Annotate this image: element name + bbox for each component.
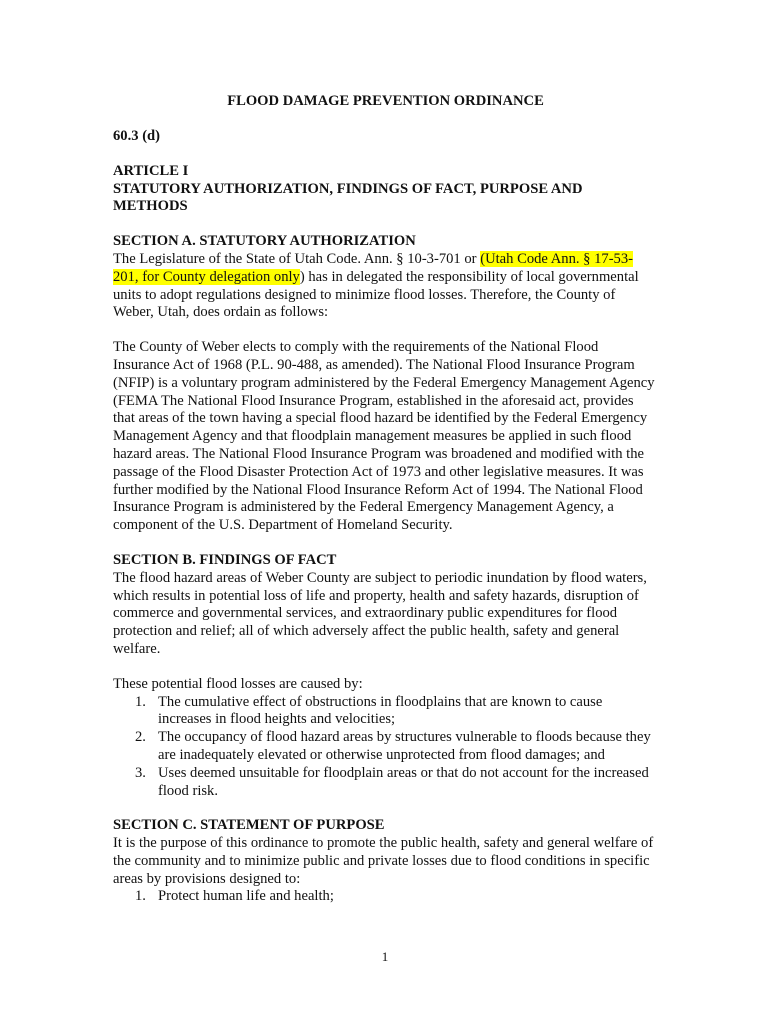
document-page bbox=[113, 93, 658, 906]
list-item bbox=[113, 729, 658, 765]
ordinance-code: 60.3 (d) bbox=[113, 128, 161, 144]
section-b-heading: SECTION B. FINDINGS OF FACT bbox=[113, 551, 337, 568]
section-c-heading: SECTION C. STATEMENT OF PURPOSE bbox=[113, 817, 385, 834]
section-a-p1-after: ) has in delegated the responsibility of local governmental units to adopt regulations designed to minimize flood losses. Therefore, the County of Weber, Utah, does ordain as follows: bbox=[113, 268, 639, 321]
article-title: STATUTORY AUTHORIZATION, FINDINGS OF FACT, PURPOSE AND METHODS bbox=[113, 180, 583, 215]
section-a-paragraph-1 bbox=[113, 251, 658, 322]
list-item-number: 2. bbox=[135, 729, 146, 746]
section-b-paragraph-1: The flood hazard areas of Weber County are subject to periodic inundation by flood waters, which results in potential loss of life and property, health and safety hazards, disruption of commerce and governmental services, and extraordinary public expenditures for flood protection and relief; all of which adversely affect the public health, safety and general welfare. bbox=[113, 569, 647, 657]
section-c-paragraph-1: It is the purpose of this ordinance to promote the public health, safety and general welfare of the community and to minimize public and private losses due to flood conditions in specific areas by provisions designed to: bbox=[113, 835, 654, 887]
list-item bbox=[113, 888, 658, 906]
list-item-number: 1. bbox=[135, 888, 146, 905]
flood-loss-causes-list bbox=[113, 694, 658, 801]
highlighted-text: (Utah Code Ann. § 17-53-201, for County delegation only bbox=[113, 250, 634, 285]
list-item-number: 3. bbox=[135, 764, 146, 781]
list-item-text: Uses deemed unsuitable for floodplain areas or that do not account for the increased flood risk. bbox=[158, 764, 649, 799]
section-a-paragraph-2: The County of Weber elects to comply with the requirements of the National Flood Insurance Act of 1968 (P.L. 90-488, as amended). The National Flood Insurance Program (NFIP) is a voluntary program administered by the Federal Emergency Management Agency (FEMA The National Flood Insurance Program, established in the aforesaid act, provides that areas of the town having a special flood hazard be identified by the Federal Emergency Management Agency and that floodplain management measures be applied in such flood hazard areas. The National Flood Insurance Program was broadened and modified with the passage of the Flood Disaster Protection Act of 1973 and other legislative measures. It was further modified by the National Flood Insurance Reform Act of 1994. The National Flood Insurance Program is administered by the Federal Emergency Management Agency, a component of the U.S. Department of Homeland Security. bbox=[113, 339, 655, 534]
list-item bbox=[113, 694, 658, 730]
section-b-paragraph-2: These potential flood losses are caused by: bbox=[113, 675, 363, 692]
purpose-list bbox=[113, 888, 658, 906]
article-header bbox=[113, 163, 658, 216]
list-item-number: 1. bbox=[135, 693, 146, 710]
section-a-p1-before: The Legislature of the State of Utah Code. Ann. § 10-3-701 or bbox=[113, 250, 481, 267]
list-item-text: The cumulative effect of obstructions in floodplains that are known to cause increases in flood heights and velocities; bbox=[158, 693, 603, 728]
document-title: FLOOD DAMAGE PREVENTION ORDINANCE bbox=[227, 93, 544, 109]
list-item bbox=[113, 765, 658, 801]
section-a-heading: SECTION A. STATUTORY AUTHORIZATION bbox=[113, 233, 416, 250]
list-item-text: The occupancy of flood hazard areas by structures vulnerable to floods because they are inadequately elevated or otherwise unprotected from flood damages; and bbox=[158, 729, 651, 763]
list-item-text: Protect human life and health; bbox=[158, 888, 334, 905]
article-number: ARTICLE I bbox=[113, 162, 189, 179]
page-number: 1 bbox=[381, 949, 389, 964]
